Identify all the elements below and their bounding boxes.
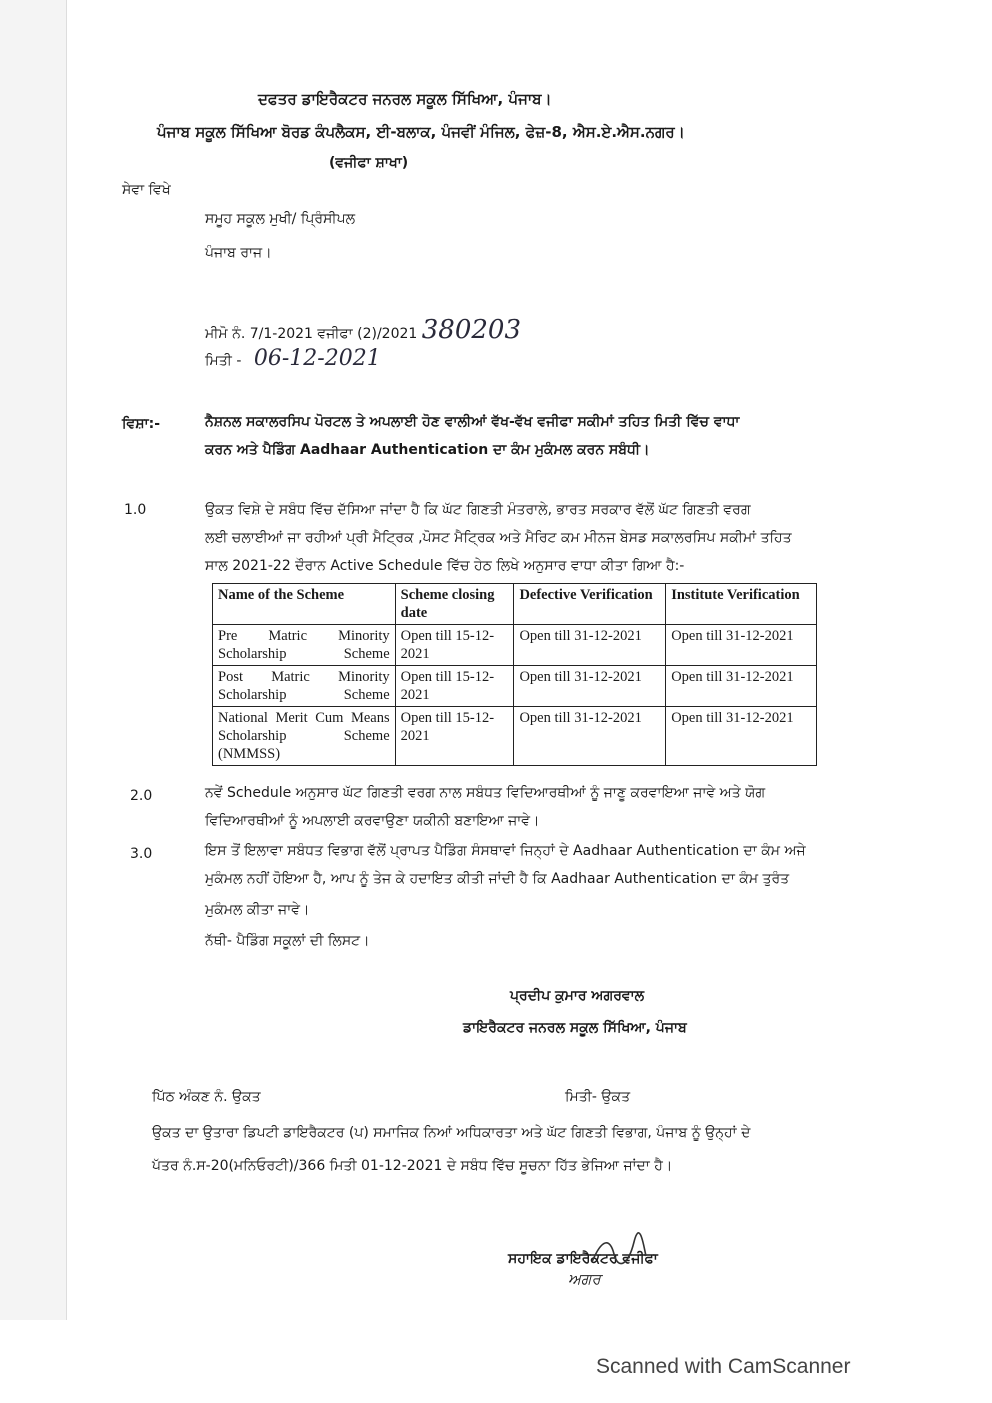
scan-left-edge: [0, 0, 67, 1320]
table-header: Institute Verification: [666, 584, 817, 625]
signatory-designation: ਡਾਇਰੈਕਟਰ ਜਨਰਲ ਸਕੂਲ ਸਿੱਖਿਆ, ਪੰਜਾਬ: [463, 1020, 687, 1036]
para3-line3: ਮੁਕੰਮਲ ਕੀਤਾ ਜਾਵੇ।: [205, 902, 310, 918]
endorsement-line2: ਪੱਤਰ ਨੰ.ਸ-20(ਮਨਿਓਰਟੀ)/366 ਮਿਤੀ 01-12-2021 ਦੇ ਸਬੰਧ ਵਿੱਚ ਸੂਚਨਾ ਹਿੱਤ ਭੇਜਿਆ ਜਾਂਦਾ ਹੈ।: [152, 1158, 673, 1174]
table-cell: Open till 31-12-2021: [666, 666, 817, 707]
subject-line2: ਕਰਨ ਅਤੇ ਪੈਡਿੰਗ Aadhaar Authentication ਦਾ ਕੰਮ ਮੁਕੰਮਲ ਕਰਨ ਸਬੰਧੀ।: [205, 442, 650, 458]
para1-line1: ਉਕਤ ਵਿਸ਼ੇ ਦੇ ਸਬੰਧ ਵਿੱਚ ਦੱਸਿਆ ਜਾਂਦਾ ਹੈ ਕਿ ਘੱਟ ਗਿਣਤੀ ਮੰਤਰਾਲੇ, ਭਾਰਤ ਸਰਕਾਰ ਵੱਲੋਂ ਘੱਟ ਗਿਣਤੀ ਵਰਗ: [205, 502, 751, 518]
para2-line2: ਵਿਦਿਆਰਥੀਆਂ ਨੂੰ ਅਪਲਾਈ ਕਰਵਾਉਣਾ ਯਕੀਨੀ ਬਣਾਇਆ ਜਾਵੇ।: [205, 813, 540, 829]
addressee-line1: ਸਮੂਹ ਸਕੂਲ ਮੁਖੀ/ ਪ੍ਰਿੰਸੀਪਲ: [205, 211, 356, 227]
table-cell: National Merit Cum Means Scholarship Scheme (NMMSS): [213, 707, 396, 766]
memo-number-printed: ਮੀਮੋ ਨੰ. 7/1-2021 ਵਜੀਫਾ (2)/2021: [205, 326, 418, 342]
office-title: ਦਫਤਰ ਡਾਇਰੈਕਟਰ ਜਨਰਲ ਸਕੂਲ ਸਿੱਖਿਆ, ਪੰਜਾਬ।: [258, 90, 552, 108]
table-row: [213, 707, 817, 766]
table-header: Name of the Scheme: [213, 584, 396, 625]
memo-number-handwritten: 380203: [421, 315, 522, 345]
table-header-row: [213, 584, 817, 625]
office-address: ਪੰਜਾਬ ਸਕੂਲ ਸਿੱਖਿਆ ਬੋਰਡ ਕੰਪਲੈਕਸ, ਈ-ਬਲਾਕ, ਪੰਜਵੀਂ ਮੰਜਿਲ, ਫੇਜ਼-8, ਐਸ.ਏ.ਐਸ.ਨਗਰ।: [157, 123, 685, 141]
table-row: [213, 666, 817, 707]
para1-number: 1.0: [124, 502, 147, 518]
schedule-table: [212, 583, 817, 766]
para3-line2: ਮੁਕੰਮਲ ਨਹੀਂ ਹੋਇਆ ਹੈ, ਆਪ ਨੂੰ ਤੇਜ ਕੇ ਹਦਾਇਤ ਕੀਤੀ ਜਾਂਦੀ ਹੈ ਕਿ Aadhaar Authentication ਦਾ ਕੰਮ ਤੁਰੰਤ: [205, 871, 790, 887]
table-cell: Open till 15-12-2021: [395, 666, 514, 707]
table-cell: Open till 15-12-2021: [395, 707, 514, 766]
camscanner-watermark: Scanned with CamScanner: [596, 1355, 851, 1378]
endorsement-date: ਮਿਤੀ- ਉਕਤ: [565, 1089, 631, 1105]
table-cell: Open till 31-12-2021: [514, 625, 666, 666]
seva-vikhe: ਸੇਵਾ ਵਿਖੇ: [122, 182, 171, 198]
table-cell: Open till 31-12-2021: [514, 707, 666, 766]
para3-number: 3.0: [130, 846, 153, 862]
table-header: Defective Verification: [514, 584, 666, 625]
branch-name: (ਵਜੀਫਾ ਸ਼ਾਖਾ): [329, 155, 409, 171]
assistant-designation: ਸਹਾਇਕ ਡਾਇਰੈਕਟਰ ਵਜੀਫਾ: [508, 1251, 658, 1267]
table-header: Scheme closing date: [395, 584, 514, 625]
para3-line1: ਇਸ ਤੋਂ ਇਲਾਵਾ ਸਬੰਧਤ ਵਿਭਾਗ ਵੱਲੋਂ ਪ੍ਰਾਪਤ ਪੈਡਿੰਗ ਸੰਸਥਾਵਾਂ ਜਿਨ੍ਹਾਂ ਦੇ Aadhaar Authentication ਦਾ ਕੰਮ ਅਜੇ: [205, 843, 806, 859]
assistant-initials: ਅਗਰ: [568, 1270, 601, 1288]
memo-date-handwritten: 06-12-2021: [253, 346, 381, 371]
table-cell: Post Matric Minority Scholarship Scheme: [213, 666, 396, 707]
signature-scribble-icon: [588, 1232, 648, 1272]
para2-number: 2.0: [130, 788, 153, 804]
table-cell: Open till 31-12-2021: [514, 666, 666, 707]
table-cell: Open till 15-12-2021: [395, 625, 514, 666]
attachment-note: ਨੱਥੀ- ਪੈਡਿੰਗ ਸਕੂਲਾਂ ਦੀ ਲਿਸਟ।: [205, 933, 370, 949]
signatory-name: ਪ੍ਰਦੀਪ ਕੁਮਾਰ ਅਗਰਵਾਲ: [510, 988, 645, 1004]
para1-line2: ਲਈ ਚਲਾਈਆਂ ਜਾ ਰਹੀਆਂ ਪ੍ਰੀ ਮੈਟ੍ਰਿਕ ,ਪੋਸਟ ਮੈਟ੍ਰਿਕ ਅਤੇ ਮੈਰਿਟ ਕਮ ਮੀਨਜ ਬੇਸਡ ਸਕਾਲਰਸਿਪ ਸਕੀਮਾਂ ਤਹਿਤ: [205, 530, 792, 546]
subject-label: ਵਿਸ਼ਾ:-: [122, 416, 161, 432]
table-row: [213, 625, 817, 666]
memo-number: [205, 315, 521, 345]
table-cell: Open till 31-12-2021: [666, 707, 817, 766]
endorsement-line1: ਉਕਤ ਦਾ ਉਤਾਰਾ ਡਿਪਟੀ ਡਾਇਰੈਕਟਰ (ਪ) ਸਮਾਜਿਕ ਨਿਆਂ ਅਧਿਕਾਰਤਾ ਅਤੇ ਘੱਟ ਗਿਣਤੀ ਵਿਭਾਗ, ਪੰਜਾਬ ਨੂੰ ਉਨ੍ਹਾਂ ਦੇ: [152, 1125, 751, 1141]
endorsement-number: ਪਿੱਠ ਅੰਕਣ ਨੰ. ਉਕਤ: [152, 1089, 261, 1105]
para2-line1: ਨਵੇਂ Schedule ਅਨੁਸਾਰ ਘੱਟ ਗਿਣਤੀ ਵਰਗ ਨਾਲ ਸਬੰਧਤ ਵਿਦਿਆਰਥੀਆਂ ਨੂੰ ਜਾਣੂ ਕਰਵਾਇਆ ਜਾਵੇ ਅਤੇ ਯੋਗ: [205, 785, 766, 801]
table-cell: Pre Matric Minority Scholarship Scheme: [213, 625, 396, 666]
memo-date-label: ਮਿਤੀ -: [205, 353, 242, 369]
subject-line1: ਨੈਸ਼ਨਲ ਸਕਾਲਰਸਿਪ ਪੋਰਟਲ ਤੇ ਅਪਲਾਈ ਹੋਣ ਵਾਲੀਆਂ ਵੱਖ-ਵੱਖ ਵਜੀਫਾ ਸਕੀਮਾਂ ਤਹਿਤ ਮਿਤੀ ਵਿੱਚ ਵਾਧਾ: [205, 414, 740, 430]
memo-date: [205, 346, 381, 371]
para1-line3: ਸਾਲ 2021-22 ਦੌਰਾਨ Active Schedule ਵਿੱਚ ਹੇਠ ਲਿਖੇ ਅਨੁਸਾਰ ਵਾਧਾ ਕੀਤਾ ਗਿਆ ਹੈ:-: [205, 558, 685, 574]
table-cell: Open till 31-12-2021: [666, 625, 817, 666]
addressee-line2: ਪੰਜਾਬ ਰਾਜ।: [205, 245, 272, 261]
